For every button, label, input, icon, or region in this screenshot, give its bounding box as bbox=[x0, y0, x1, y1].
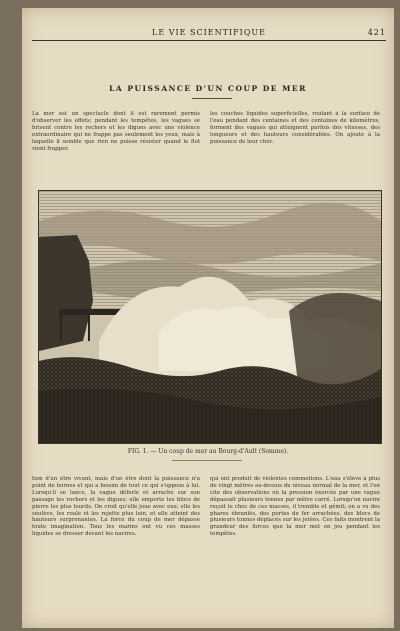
wave-engraving bbox=[39, 191, 381, 443]
engraving-illustration bbox=[38, 190, 382, 444]
title-divider bbox=[192, 98, 232, 99]
caption-divider bbox=[172, 460, 242, 461]
body-column-left: tion d'un être vivant, mais d'un être dont la puissance n'a point de bornes et qui a besoin de tout ce qui s'oppose à lui. Lorsqu'il se lance, la vague déferle et arrache sur son passage les rochers et les digues; elle emporte les blocs de pierre les plus lourds. On croit qu'elle joue avec eux; elle les soulève, les roule et les rejette plus loin, et elle atteint des hauteurs surprenantes. La force du coup de mer dépasse toute imagination. Tous les marins ont vu ces masses liquides se dresser devant les navires. bbox=[32, 476, 200, 538]
scanned-page bbox=[22, 8, 394, 628]
article-title: LA PUISSANCE D'UN COUP DE MER bbox=[109, 84, 307, 93]
running-header bbox=[32, 26, 386, 41]
body-column-right: qui ont produit de violentes commotions. L'eau s'élève à plus de vingt mètres au-dessus du niveau normal de la mer, et l'on cite des observations où la pression exercée par une vague dépassait plusieurs tonnes par mètre carré. Lorsqu'un navire reçoit le choc de ces masses, il tremble et gémit; on a vu des phares ébranlés, des portes de fer arrachées, des blocs de plusieurs tonnes déplacés sur les jetées. Ces faits montrent la grandeur des forces que la mer met en jeu pendant les tempêtes. bbox=[210, 476, 380, 538]
running-title: LE VIE SCIENTIFIQUE bbox=[152, 28, 266, 37]
figure-caption: FIG. 1. — Un coup de mer au Bourg-d'Ault (Somme). bbox=[127, 448, 289, 455]
intro-paragraph-right: les couches liquides superficielles, roulant à la surface de l'eau pendant des centaines et des centaines de kilomètres, forment des vagues qui atteignent parfois des vitesses, des longueurs et des hauteurs considérables. On ajoute à la puissance de leur choc. bbox=[210, 111, 380, 145]
intro-paragraph-left: La mer est un spectacle dont il est rarement permis d'observer les effets; pendant les tempêtes, les vagues se brisent contre les rochers et les digues avec une violence extraordinaire qui ne frappe pas seulement les yeux, mais à laquelle il semble que rien ne puisse résister quand le flot vient frapper. bbox=[32, 111, 200, 152]
page-number: 421 bbox=[367, 28, 386, 37]
